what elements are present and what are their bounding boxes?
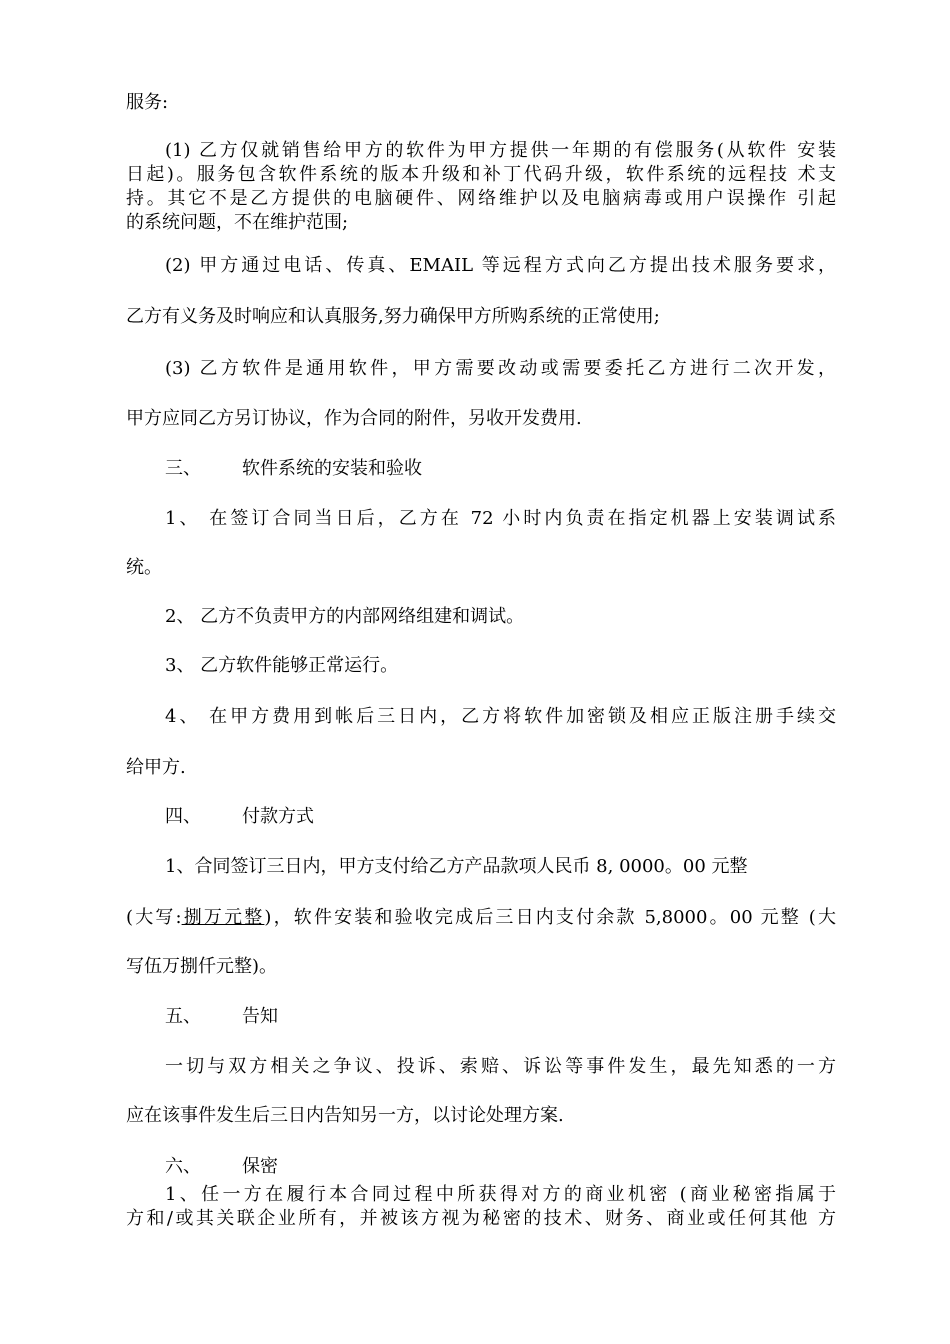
payment-text: )，软件安装和验收完成后三日内支付余款 5,8000。00 元整 (大 (264, 907, 836, 928)
text-line: 服务: (126, 92, 169, 113)
payment-text: (大写: (126, 907, 182, 928)
amount-in-words: 捌万元整 (181, 907, 265, 928)
item-1-line: 统。 (126, 557, 162, 578)
clause-1-line: 日起)。服务包含软件系统的版本升级和补丁代码升级，软件系统的远程技 术支 (126, 164, 836, 185)
payment-line: 1、合同签订三日内，甲方支付给乙方产品款项人民币 8, 0000。00 元整 (165, 856, 748, 877)
notice-line: 一切与双方相关之争议、投诉、索赔、诉讼等事件发生，最先知悉的一方 (165, 1056, 836, 1077)
notice-line: 应在该事件发生后三日内告知另一方，以讨论处理方案. (126, 1105, 564, 1126)
payment-line: 写伍万捌仟元整)。 (126, 956, 278, 977)
section-5-heading: 告知 (242, 1006, 278, 1027)
section-4-number: 四、 (165, 806, 201, 827)
clause-2-line: (2) 甲方通过电话、传真、EMAIL 等远程方式向乙方提出技术服务要求， (165, 255, 836, 276)
payment-line (126, 906, 836, 930)
section-3-heading: 软件系统的安装和验收 (242, 458, 422, 479)
clause-1-line: 的系统问题，不在维护范围; (126, 212, 349, 233)
clause-1-line: (1) 乙方仅就销售给甲方的软件为甲方提供一年期的有偿服务(从软件 安装 (165, 140, 836, 161)
clause-3-line: (3) 乙方软件是通用软件，甲方需要改动或需要委托乙方进行二次开发， (165, 358, 836, 379)
clause-3-line: 甲方应同乙方另订协议，作为合同的附件，另收开发费用. (126, 408, 582, 429)
section-6-heading: 保密 (242, 1156, 278, 1177)
item-1-line: 1、 在签订合同当日后，乙方在 72 小时内负责在指定机器上安装调试系 (165, 508, 836, 529)
item-2-line: 2、 乙方不负责甲方的内部网络组建和调试。 (165, 606, 525, 627)
clause-2-line: 乙方有义务及时响应和认真服务,努力确保甲方所购系统的正常使用; (126, 306, 660, 327)
confidentiality-line: 方和/或其关联企业所有，并被该方视为秘密的技术、财务、商业或任何其他 方 (126, 1208, 836, 1229)
item-3-line: 3、 乙方软件能够正常运行。 (165, 655, 399, 676)
section-5-number: 五、 (165, 1006, 201, 1027)
confidentiality-line: 1、任一方在履行本合同过程中所获得对方的商业机密 (商业秘密指属于 (165, 1184, 836, 1205)
section-4-heading: 付款方式 (242, 806, 314, 827)
section-3-number: 三、 (165, 458, 201, 479)
clause-1-line: 持。其它不是乙方提供的电脑硬件、网络维护以及电脑病毒或用户误操作 引起 (126, 188, 836, 209)
section-6-number: 六、 (165, 1156, 201, 1177)
item-4-line: 4、 在甲方费用到帐后三日内，乙方将软件加密锁及相应正版注册手续交 (165, 706, 836, 727)
item-4-line: 给甲方. (126, 757, 186, 778)
